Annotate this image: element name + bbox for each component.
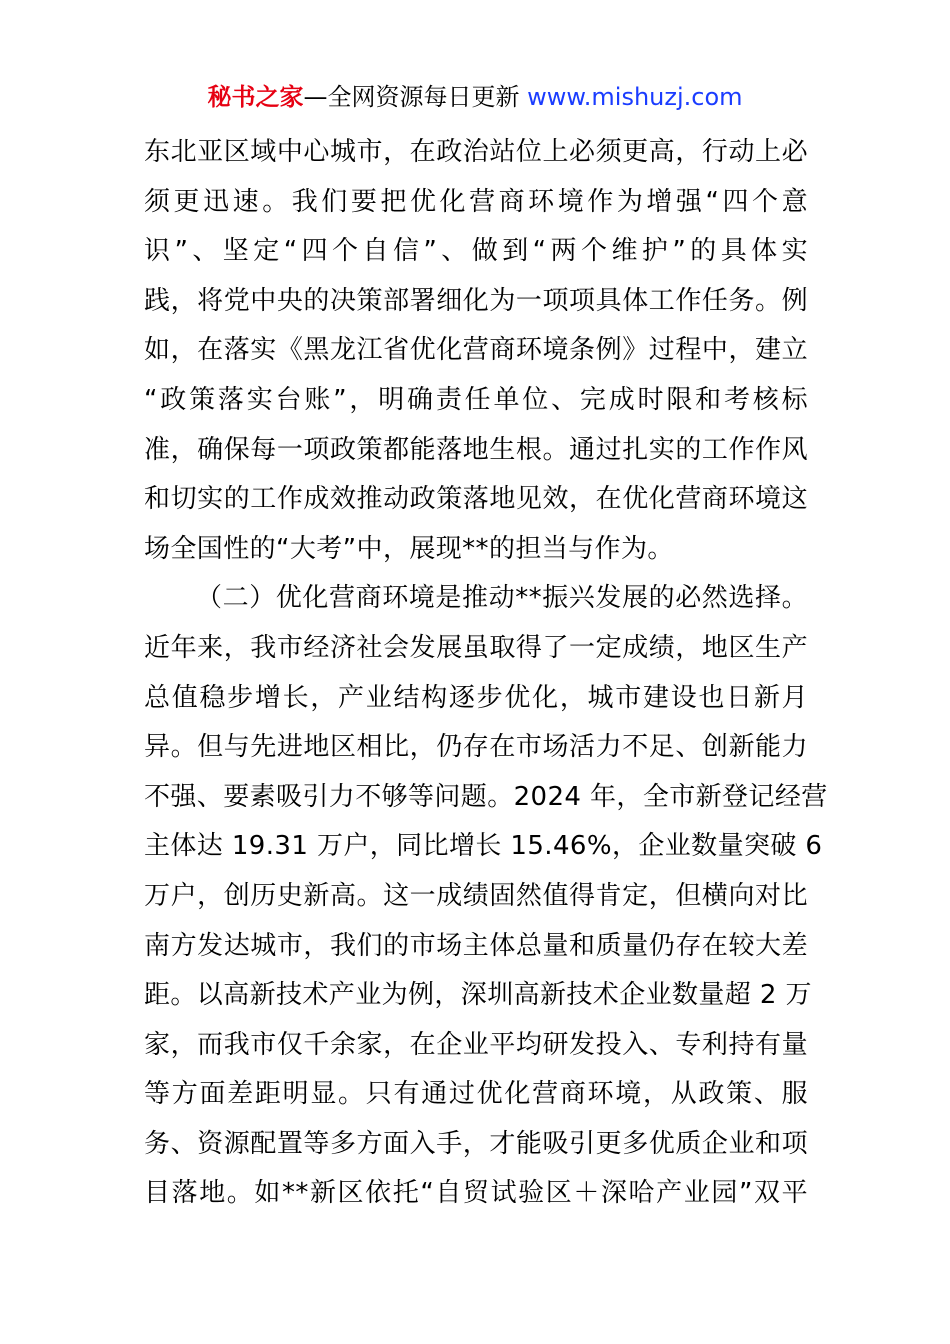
site-header <box>0 80 950 114</box>
text-line: 异。但与先进地区相比，仍存在市场活力不足、创新能力 <box>144 732 808 763</box>
text-line: 不强、要素吸引力不够等问题。2024 年，全市新登记经营 <box>144 781 828 812</box>
text-line: 近年来，我市经济社会发展虽取得了一定成绩，地区生产 <box>144 632 808 663</box>
site-brand: 秘书之家 <box>207 83 304 111</box>
text-line: 如，在落实《黑龙江省优化营商环境条例》过程中，建立 <box>144 335 808 366</box>
text-line: 家，而我市仅千余家，在企业平均研发投入、专利持有量 <box>144 1029 808 1060</box>
text-line: “政策落实台账”，明确责任单位、完成时限和考核标 <box>144 384 808 415</box>
text-line: 等方面差距明显。只有通过优化营商环境，从政策、服 <box>144 1079 808 1110</box>
text-line: 践，将党中央的决策部署细化为一项项具体工作任务。例 <box>144 285 808 316</box>
text-line: 准，确保每一项政策都能落地生根。通过扎实的工作作风 <box>144 434 808 465</box>
text-line: 和切实的工作成效推动政策落地见效，在优化营商环境这 <box>144 484 808 515</box>
section-heading-line: （二）优化营商环境是推动**振兴发展的必然选择。 <box>196 583 808 614</box>
site-tagline: —全网资源每日更新 <box>303 83 528 111</box>
text-line: 须更迅速。我们要把优化营商环境作为增强“四个意 <box>144 186 808 217</box>
paragraph-end-line: 场全国性的“大考”中，展现**的担当与作为。 <box>144 533 674 564</box>
text-line: 南方发达城市，我们的市场主体总量和质量仍存在较大差 <box>144 930 808 961</box>
text-line: 总值稳步增长，产业结构逐步优化，城市建设也日新月 <box>144 682 808 713</box>
text-line: 距。以高新技术产业为例，深圳高新技术企业数量超 2 万 <box>144 980 812 1011</box>
text-line: 万户，创历史新高。这一成绩固然值得肯定，但横向对比 <box>144 880 808 911</box>
text-line: 识”、坚定“四个自信”、做到“两个维护”的具体实 <box>144 236 808 267</box>
document-body <box>144 128 828 1219</box>
text-line: 务、资源配置等多方面入手，才能吸引更多优质企业和项 <box>144 1128 808 1159</box>
text-line: 主体达 19.31 万户，同比增长 15.46%，企业数量突破 6 <box>144 831 823 862</box>
text-line: 目落地。如**新区依托“自贸试验区＋深哈产业园”双平 <box>144 1178 808 1209</box>
text-line: 东北亚区域中心城市，在政治站位上必须更高，行动上必 <box>144 137 808 167</box>
site-url-link[interactable]: www.mishuzj.com <box>527 83 743 111</box>
